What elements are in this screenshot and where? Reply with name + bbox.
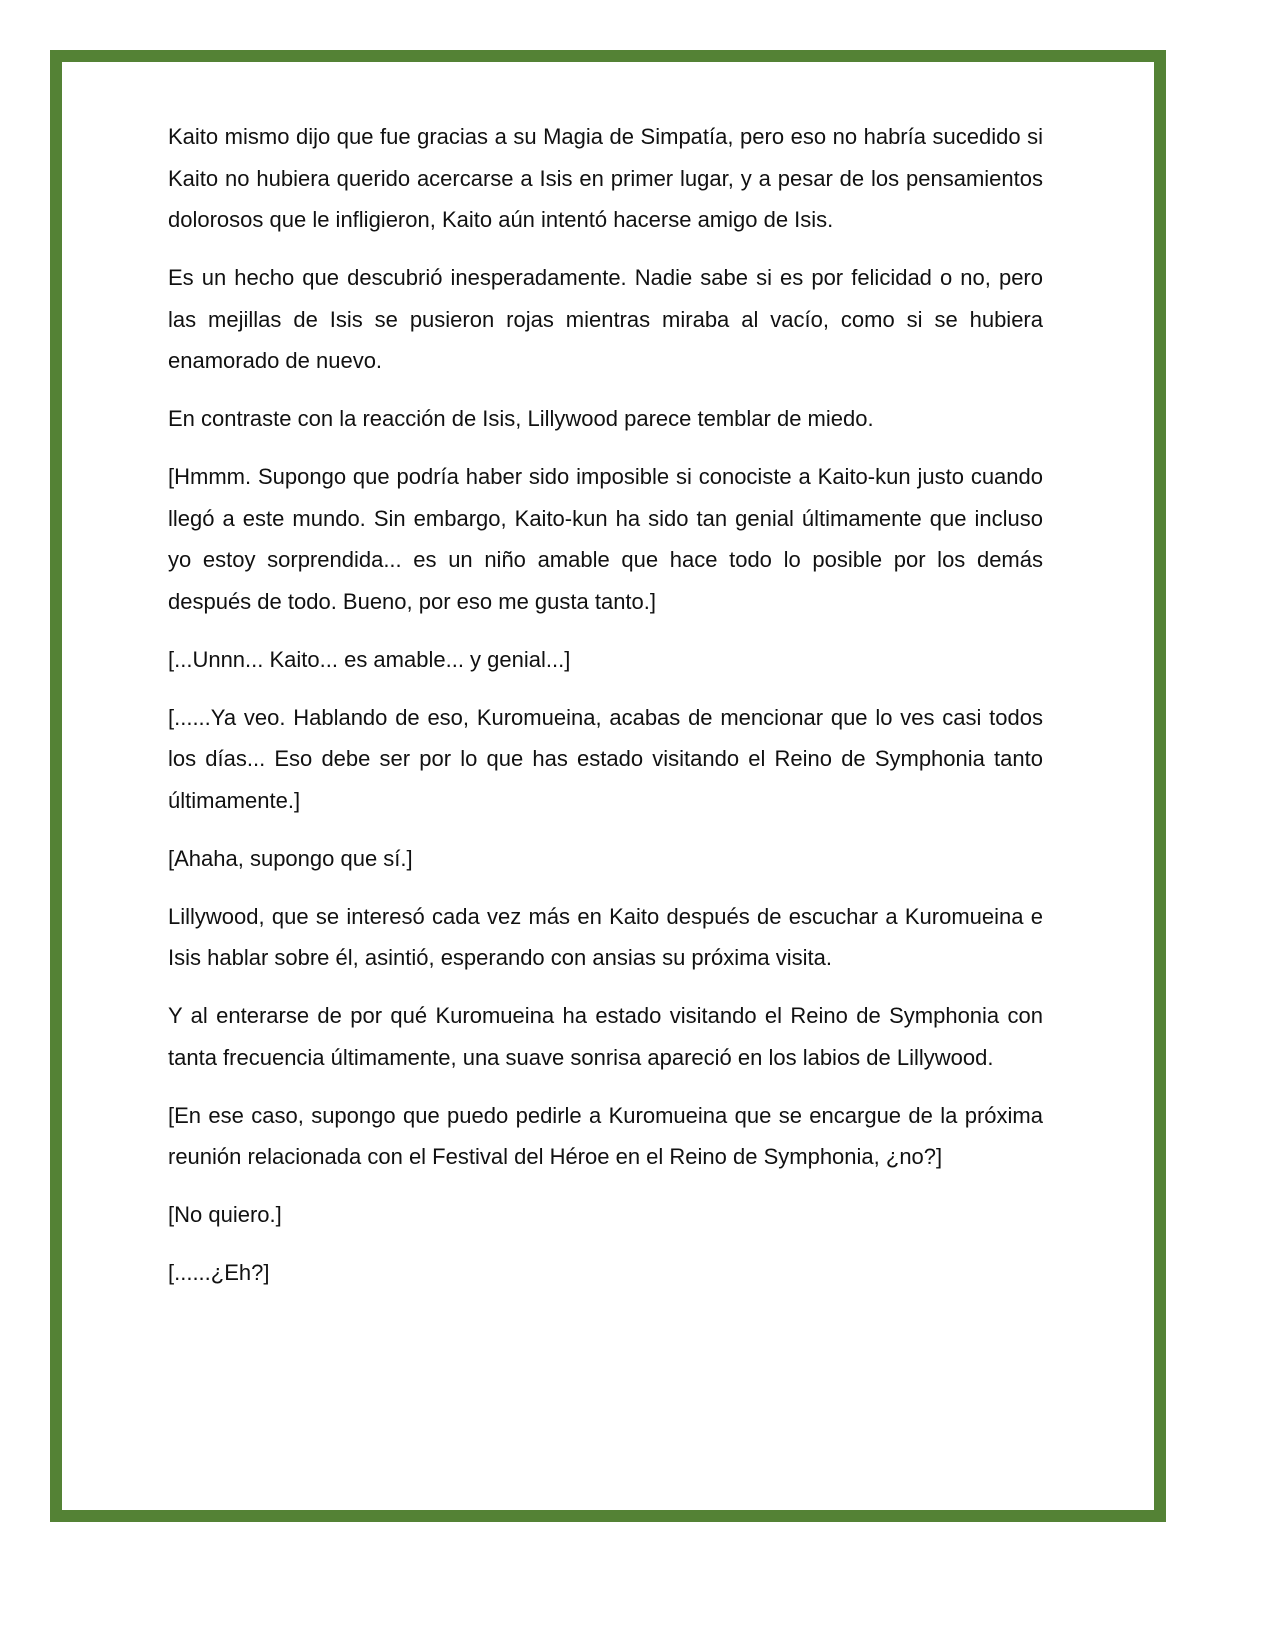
- paragraph: [......Ya veo. Hablando de eso, Kuromueina, acabas de mencionar que lo ves casi todos los días... Eso debe ser por lo que has estado visitando el Reino de Symphonia tanto últimamente.]: [168, 704, 1043, 813]
- paragraph: [Ahaha, supongo que sí.]: [168, 845, 413, 871]
- paragraph: Y al enterarse de por qué Kuromueina ha estado visitando el Reino de Symphonia con tanta frecuencia últimamente, una suave sonrisa apareció en los labios de Lillywood.: [168, 1003, 1043, 1070]
- paragraph: [En ese caso, supongo que puedo pedirle a Kuromueina que se encargue de la próxima reunión relacionada con el Festival del Héroe en el Reino de Symphonia, ¿no?]: [168, 1102, 1043, 1169]
- paragraph: [No quiero.]: [168, 1202, 282, 1227]
- paragraph: [......¿Eh?]: [168, 1260, 270, 1285]
- paragraph: Kaito mismo dijo que fue gracias a su Magia de Simpatía, pero eso no habría sucedido si Kaito no hubiera querido acercarse a Isis en primer lugar, y a pesar de los pensamientos dolorosos que le infligieron, Kaito aún intentó hacerse amigo de Isis.: [168, 124, 1043, 232]
- paragraph: [Hmmm. Supongo que podría haber sido imposible si conociste a Kaito-kun justo cuando llegó a este mundo. Sin embargo, Kaito-kun ha sido tan genial últimamente que incluso yo estoy sorprendida... es un niño amable que hace todo lo posible por los demás después de todo. Bueno, por eso me gusta tanto.]: [168, 464, 1043, 614]
- paragraph: En contraste con la reacción de Isis, Lillywood parece temblar de miedo.: [168, 406, 874, 431]
- paragraph: [...Unnn... Kaito... es amable... y genial...]: [168, 646, 571, 672]
- paragraph: Es un hecho que descubrió inesperadamente. Nadie sabe si es por felicidad o no, pero las mejillas de Isis se pusieron rojas mientras miraba al vacío, como si se hubiera enamorado de nuevo.: [168, 265, 1043, 373]
- paragraph: Lillywood, que se interesó cada vez más en Kaito después de escuchar a Kuromueina e Isis hablar sobre él, asintió, esperando con ansias su próxima visita.: [168, 903, 1043, 970]
- document-body: [168, 116, 1043, 1310]
